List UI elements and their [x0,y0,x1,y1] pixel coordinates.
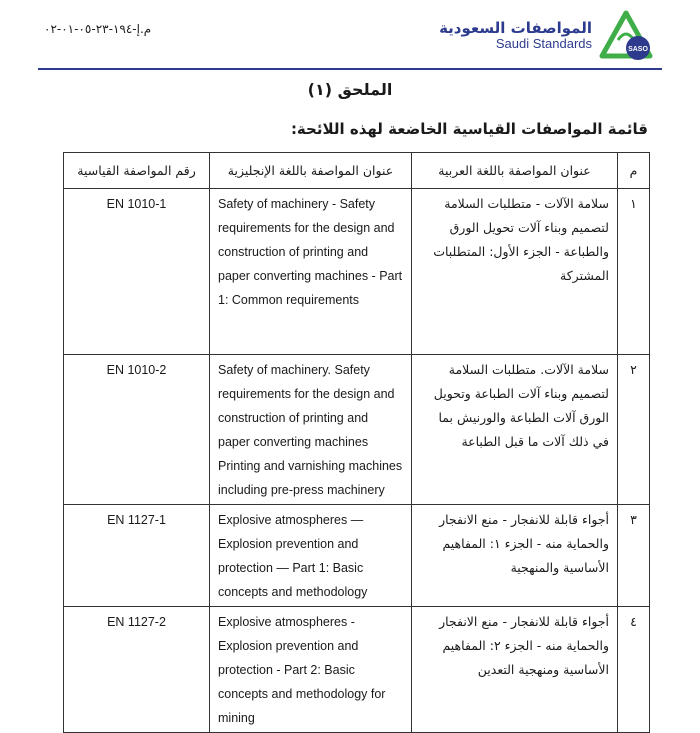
standards-list-heading: قائمة المواصفات القياسية الخاضعة لهذه اللائحة: [290,120,648,138]
logo-arabic-name: المواصفات السعودية [439,19,592,38]
arabic-title: أجواء قابلة للانفجار - منع الانفجار والحماية منه - الجزء ٢: المفاهيم الأساسية ومنهجية التعدين [412,607,618,733]
header-standard-no: رقم المواصفة القياسية [64,153,210,189]
saso-emblem-icon [598,10,654,62]
english-title: Explosive atmospheres — Explosion prevention and protection — Part 1: Basic concepts and methodology [210,505,412,607]
arabic-title: أجواء قابلة للانفجار - منع الانفجار والحماية منه - الجزء ١: المفاهيم الأساسية والمنهجية [412,505,618,607]
standard-number: EN 1010-1 [64,189,210,355]
row-index: ٤ [618,607,650,733]
document-code: م.إ-١٩٤-٢٣-٠٥-٠١-٠٢ [44,22,152,36]
arabic-title: سلامة الآلات - متطلبات السلامة لتصميم وبناء آلات تحويل الورق والطباعة - الجزء الأول: المتطلبات المشتركة [412,189,618,355]
arabic-title: سلامة الآلات. متطلبات السلامة لتصميم وبناء آلات الطباعة وتحويل الورق آلات الطباعة والورنيش بما في ذلك آلات ما قبل الطباعة [412,355,618,505]
logo-text [439,21,592,50]
standard-number: EN 1010-2 [64,355,210,505]
table-row [64,607,650,733]
row-index: ٣ [618,505,650,607]
logo-badge-text: SASO [628,46,648,53]
row-index: ٢ [618,355,650,505]
english-title: Safety of machinery - Safety requirements for the design and construction of printing and paper converting machines - Part 1: Common requirements [210,189,412,355]
header-arabic-title: عنوان المواصفة باللغة العربية [412,153,618,189]
english-title: Explosive atmospheres - Explosion prevention and protection - Part 2: Basic concepts and methodology for mining [210,607,412,733]
standards-table [63,152,650,733]
table-header-row [64,153,650,189]
standard-number: EN 1127-1 [64,505,210,607]
header-index: م [618,153,650,189]
header-english-title: عنوان المواصفة باللغة الإنجليزية [210,153,412,189]
annex-title: الملحق (١) [307,80,393,99]
table-row [64,505,650,607]
english-title: Safety of machinery. Safety requirements for the design and construction of printing and paper converting machines Printing and varnishing machines including pre-press machinery [210,355,412,505]
logo-english-name: Saudi Standards [495,36,592,52]
header-divider [38,68,662,70]
saso-logo [439,10,654,62]
table-row [64,189,650,355]
table-row [64,355,650,505]
standard-number: EN 1127-2 [64,607,210,733]
row-index: ١ [618,189,650,355]
